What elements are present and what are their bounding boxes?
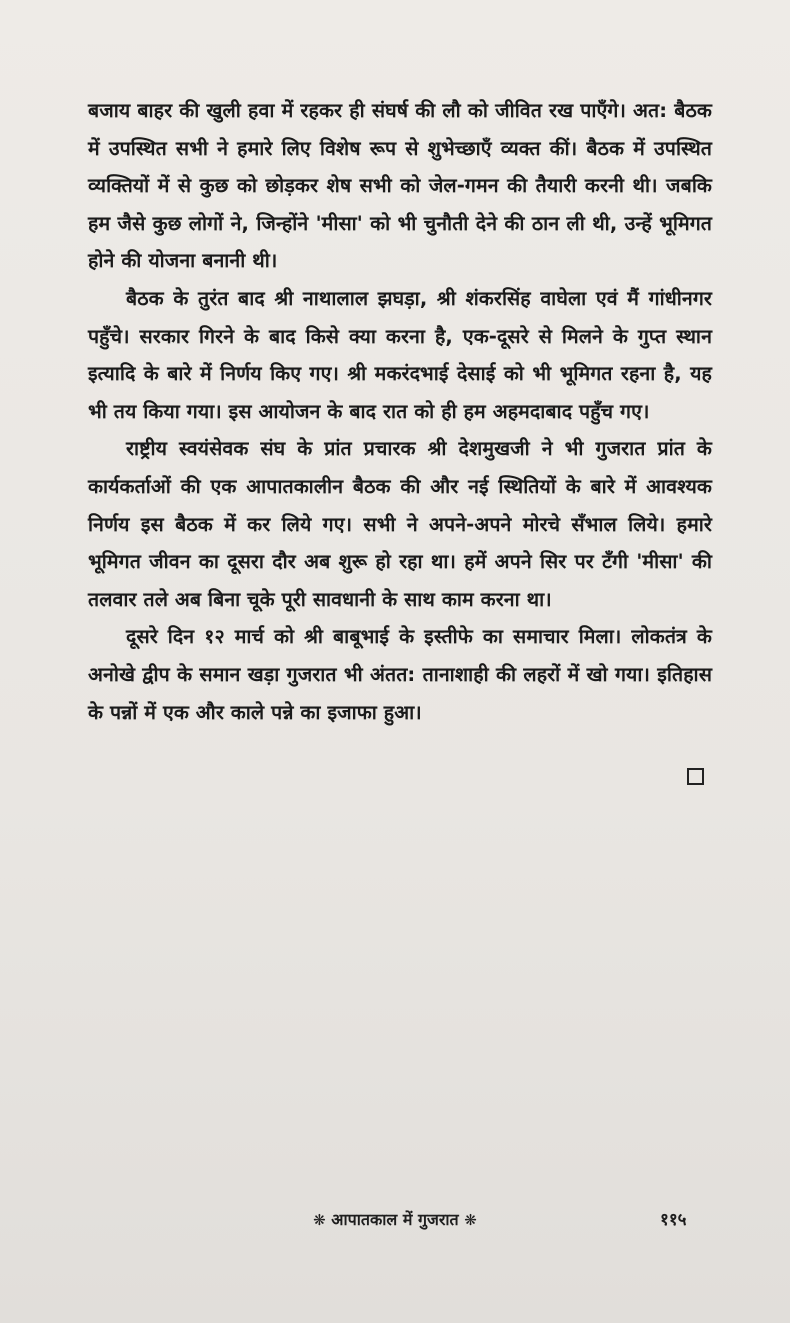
- paragraph-4: दूसरे दिन १२ मार्च को श्री बाबूभाई के इस्तीफे का समाचार मिला। लोकतंत्र के अनोखे द्वीप के समान खड़ा गुजरात भी अंतत: तानाशाही की लहरों में खो गया। इतिहास के पन्नों में एक और काले पन्ने का इजाफा हुआ।: [88, 625, 712, 724]
- chapter-end-square-icon: [687, 768, 704, 785]
- body-text: [88, 92, 712, 731]
- page-number: ११५: [660, 1210, 687, 1230]
- asterism-right-icon: ❋: [464, 1211, 477, 1229]
- paragraph-2: बैठक के तुरंत बाद श्री नाथालाल झघड़ा, श्री शंकरसिंह वाघेला एवं मैं गांधीनगर पहुँचे। सरकार गिरने के बाद किसे क्या करना है, एक-दूसरे से मिलने के गुप्त स्थान इत्यादि के बारे में निर्णय किए गए। श्री मकरंदभाई देसाई को भी भूमिगत रहना है, यह भी तय किया गया। इस आयोजन के बाद रात को ही हम अहमदाबाद पहुँच गए।: [88, 286, 712, 423]
- paragraph-1: बजाय बाहर की खुली हवा में रहकर ही संघर्ष की लौ को जीवित रख पाएँगे। अत: बैठक में उपस्थित सभी ने हमारे लिए विशेष रूप से शुभेच्छाएँ व्यक्त कीं। बैठक में उपस्थित व्यक्तियों में से कुछ को छोड़कर शेष सभी को जेल-गमन की तैयारी करनी थी। जबकि हम जैसे कुछ लोगों ने, जिन्होंने 'मीसा' को भी चुनौती देने की ठान ली थी, उन्हें भूमिगत होने की योजना बनानी थी।: [88, 99, 712, 273]
- asterism-left-icon: ❋: [313, 1211, 326, 1229]
- footer-title: आपातकाल में गुजरात: [331, 1210, 459, 1229]
- paragraph-3: राष्ट्रीय स्वयंसेवक संघ के प्रांत प्रचारक श्री देशमुखजी ने भी गुजरात प्रांत के कार्यकर्ताओं की एक आपातकालीन बैठक की और नई स्थितियों के बारे में आवश्यक निर्णय इस बैठक में कर लिये गए। सभी ने अपने-अपने मोरचे सँभाल लिये। हमारे भूमिगत जीवन का दूसरा दौर अब शुरू हो रहा था। हमें अपने सिर पर टँगी 'मीसा' की तलवार तले अब बिना चूके पूरी सावधानी के साथ काम करना था।: [88, 437, 712, 611]
